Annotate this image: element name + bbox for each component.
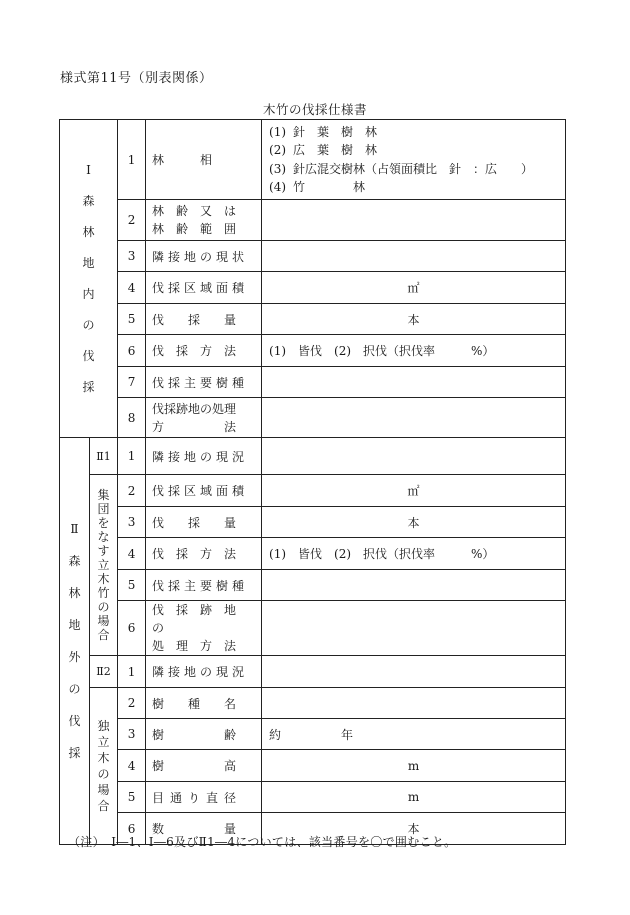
row-label: 隣接地の現況	[146, 438, 262, 475]
table-row	[60, 656, 566, 688]
row-label: 伐採主要樹種	[146, 367, 262, 398]
row-label-line: 伐採跡地の処理	[152, 401, 237, 416]
row-label-line: 伐 採 跡 地 の	[152, 603, 249, 635]
group-2-label-char: 合	[97, 799, 110, 813]
option-number: (1)	[269, 124, 287, 139]
section-1-label-char: の	[82, 318, 95, 332]
row-label	[146, 200, 262, 241]
row-label	[146, 601, 262, 656]
option-text: 針広混交樹林（占領面積比 針 ：広 ）	[293, 161, 534, 176]
section-1-label-char: 地	[82, 256, 95, 270]
section-1-label-char: 森	[82, 194, 95, 208]
row-number: 3	[118, 507, 146, 538]
row-label: 伐採区域面積	[146, 475, 262, 507]
row-label: 数 量	[146, 813, 262, 845]
row-label: 樹 高	[146, 750, 262, 782]
row-label: 樹 種 名	[146, 688, 262, 719]
group-1-label-char: 集	[97, 488, 110, 502]
table-row	[60, 538, 566, 570]
row-label: 隣接地の現況	[146, 656, 262, 688]
group-2-label-char: 木	[97, 751, 110, 765]
section-1-label-char: 伐	[82, 349, 95, 363]
row-number: 3	[118, 719, 146, 750]
row-label: 目通り直径	[146, 782, 262, 813]
table-row	[60, 438, 566, 475]
group-1-label-char: 場	[97, 614, 110, 628]
row-number: 6	[118, 813, 146, 845]
row-label: 伐 採 方 法	[146, 335, 262, 367]
table-row	[60, 750, 566, 782]
group-1-label-char: の	[97, 600, 110, 614]
option-text: 広 葉 樹 林	[293, 143, 378, 157]
option-number: (3)	[269, 161, 287, 176]
group-1-label-char: 立	[97, 558, 110, 572]
table-row	[60, 304, 566, 335]
table-row	[60, 200, 566, 241]
row-value	[262, 398, 566, 438]
group-code: Ⅱ2	[90, 656, 118, 688]
row-number: 1	[118, 120, 146, 200]
row-number: 2	[118, 200, 146, 241]
row-value: ㎡	[262, 475, 566, 507]
group-2-label-char: 独	[97, 719, 110, 733]
group-1-label-char: 木	[97, 572, 110, 586]
section-2-label-char: 採	[68, 746, 81, 760]
row-number: 3	[118, 241, 146, 272]
footnote: （注） Ⅰ―1、Ⅰ―6及びⅡ1―4については、該当番号を〇で囲むこと。	[68, 835, 457, 849]
row-label-line: 林 齢 又 は	[152, 204, 237, 218]
table-row	[60, 719, 566, 750]
section-1-label-char: 採	[82, 380, 95, 394]
table-row	[60, 241, 566, 272]
row-label: 伐 採 量	[146, 507, 262, 538]
row-label	[146, 120, 262, 200]
section-1-label-char: Ⅰ	[86, 163, 91, 177]
row-value	[262, 367, 566, 398]
form-number: 様式第11号（別表関係）	[60, 71, 213, 86]
section-2-label-char: Ⅱ	[70, 522, 79, 536]
row-number: 2	[118, 475, 146, 507]
row-value: ㎡	[262, 272, 566, 304]
option-number: (4)	[269, 180, 287, 194]
row-value: (1) 皆伐 (2) 択伐（択伐率 %）	[262, 335, 566, 367]
table-row	[60, 367, 566, 398]
specification-table	[59, 119, 566, 845]
section-2-label-char: の	[68, 682, 81, 696]
table-row	[60, 120, 566, 200]
row-number: 6	[118, 601, 146, 656]
row-number: 5	[118, 570, 146, 601]
table-row	[60, 507, 566, 538]
option-text: 竹 林	[293, 180, 366, 194]
section-2-label-char: 地	[68, 618, 81, 632]
row-value: (1) 皆伐 (2) 択伐（択伐率 %）	[262, 538, 566, 570]
row-label-text: 林 相	[152, 153, 213, 167]
section-2-label-char: 森	[68, 554, 81, 568]
table-row	[60, 570, 566, 601]
row-value	[262, 570, 566, 601]
table-row	[60, 601, 566, 656]
row-value: 本	[262, 813, 566, 845]
row-number: 6	[118, 335, 146, 367]
row-value	[262, 438, 566, 475]
section-1-label-char: 内	[82, 287, 95, 301]
row-label: 隣接地の現状	[146, 241, 262, 272]
row-value	[262, 200, 566, 241]
group-1-label-char: を	[97, 516, 110, 530]
row-value: 約 年	[262, 719, 566, 750]
row-label: 樹 齢	[146, 719, 262, 750]
row-value: m	[262, 750, 566, 782]
row-label: 伐採主要樹種	[146, 570, 262, 601]
row-number: 4	[118, 538, 146, 570]
row-number: 4	[118, 750, 146, 782]
row-label: 伐 採 方 法	[146, 538, 262, 570]
option-number: (2)	[269, 143, 287, 157]
row-number: 5	[118, 304, 146, 335]
row-number: 4	[118, 272, 146, 304]
row-number: 5	[118, 782, 146, 813]
row-value	[262, 241, 566, 272]
row-value	[262, 688, 566, 719]
row-label-line: 方 法	[152, 419, 237, 434]
section-1-label	[60, 120, 118, 438]
row-number: 2	[118, 688, 146, 719]
section-2-label	[60, 438, 90, 845]
table-row	[60, 335, 566, 367]
table-row	[60, 398, 566, 438]
row-label-line: 林 齢 範 囲	[152, 222, 237, 236]
row-value: 本	[262, 507, 566, 538]
row-number: 1	[118, 438, 146, 475]
section-2-label-char: 林	[68, 586, 81, 600]
group-2-label-char: の	[97, 767, 110, 781]
group-2-label-char: 場	[97, 783, 110, 797]
row-value	[262, 601, 566, 656]
group-1-label-char: な	[97, 530, 110, 544]
group-1-label-char: 竹	[97, 586, 110, 600]
group-1-label-char: す	[97, 544, 110, 558]
group-2-label	[90, 688, 118, 845]
row-value	[262, 656, 566, 688]
row-label-line: 処 理 方 法	[152, 639, 237, 653]
group-1-label	[90, 475, 118, 656]
section-2-label-char: 外	[68, 650, 81, 664]
table-row	[60, 475, 566, 507]
row-number: 1	[118, 656, 146, 688]
table-row	[60, 782, 566, 813]
option-text: 針 葉 樹 林	[293, 124, 378, 139]
group-1-label-char: 合	[97, 628, 110, 642]
row-value: m	[262, 782, 566, 813]
row-value: 本	[262, 304, 566, 335]
forest-type-options	[262, 120, 566, 200]
document-title: 木竹の伐採仕様書	[262, 102, 367, 117]
table-row	[60, 272, 566, 304]
group-code: Ⅱ1	[90, 438, 118, 475]
group-2-label-char: 立	[97, 735, 110, 749]
row-number: 8	[118, 398, 146, 438]
section-1-label-char: 林	[82, 225, 95, 239]
group-1-label-char: 団	[97, 502, 110, 516]
row-label: 伐 採 量	[146, 304, 262, 335]
table-row	[60, 688, 566, 719]
section-2-label-char: 伐	[68, 714, 81, 728]
row-number: 7	[118, 367, 146, 398]
row-label: 伐採区域面積	[146, 272, 262, 304]
row-label	[146, 398, 262, 438]
